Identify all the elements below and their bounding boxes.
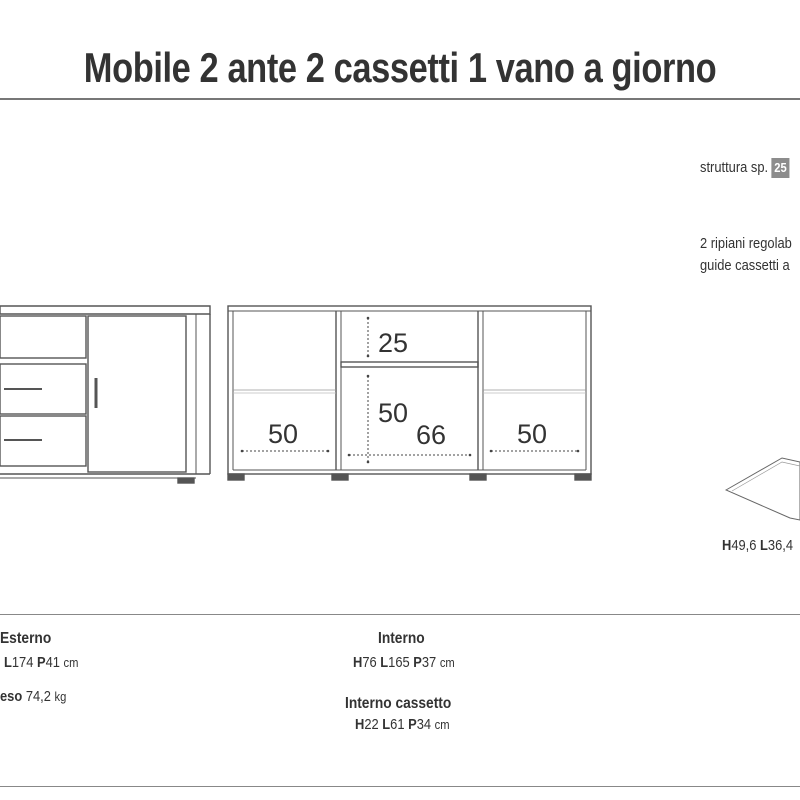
front-foot (178, 478, 194, 483)
structure-label: struttura sp. (700, 158, 769, 176)
specs-divider-bottom (0, 786, 800, 787)
dim-right-width: 50 (517, 419, 548, 449)
shelves-note-line1: 2 ripiani regolab (700, 235, 792, 252)
interior-foot-4 (575, 474, 591, 480)
interior-foot-2 (332, 474, 348, 480)
drawer-heading: Interno cassetto (345, 695, 452, 712)
front-view (0, 306, 210, 483)
shelf-panel-outline (726, 458, 800, 520)
dim-mid-height: 50 (378, 398, 409, 428)
dim-left-width: 50 (268, 419, 299, 449)
page-title: Mobile 2 ante 2 cassetti 1 vano a giorno (83, 44, 717, 91)
front-top-panel (0, 306, 210, 314)
external-dimensions: L174 P41 cm (4, 654, 79, 671)
drawer-dimensions: H22 L61 P34 cm (355, 716, 450, 733)
shelves-note-line2: guide cassetti a (700, 257, 790, 274)
external-weight: eso 74,2 kg (0, 688, 67, 705)
shelf-panel-drawing (726, 458, 800, 520)
specs-divider-top (0, 614, 800, 615)
dim-top-height: 25 (378, 328, 409, 358)
dim-mid-width: 66 (416, 420, 447, 450)
interior-foot-1 (228, 474, 244, 480)
interior-view (228, 306, 591, 480)
interior-foot-3 (470, 474, 486, 480)
external-heading: Esterno (0, 630, 52, 647)
front-open-shelf (0, 316, 86, 358)
front-door (88, 316, 186, 472)
structure-badge: 25 (772, 158, 790, 178)
interior-center-shelf (341, 362, 478, 367)
internal-heading: Interno (378, 630, 425, 647)
panel-dimensions: H49,6 L36,4 (722, 537, 794, 554)
internal-dimensions: H76 L165 P37 cm (353, 654, 455, 671)
